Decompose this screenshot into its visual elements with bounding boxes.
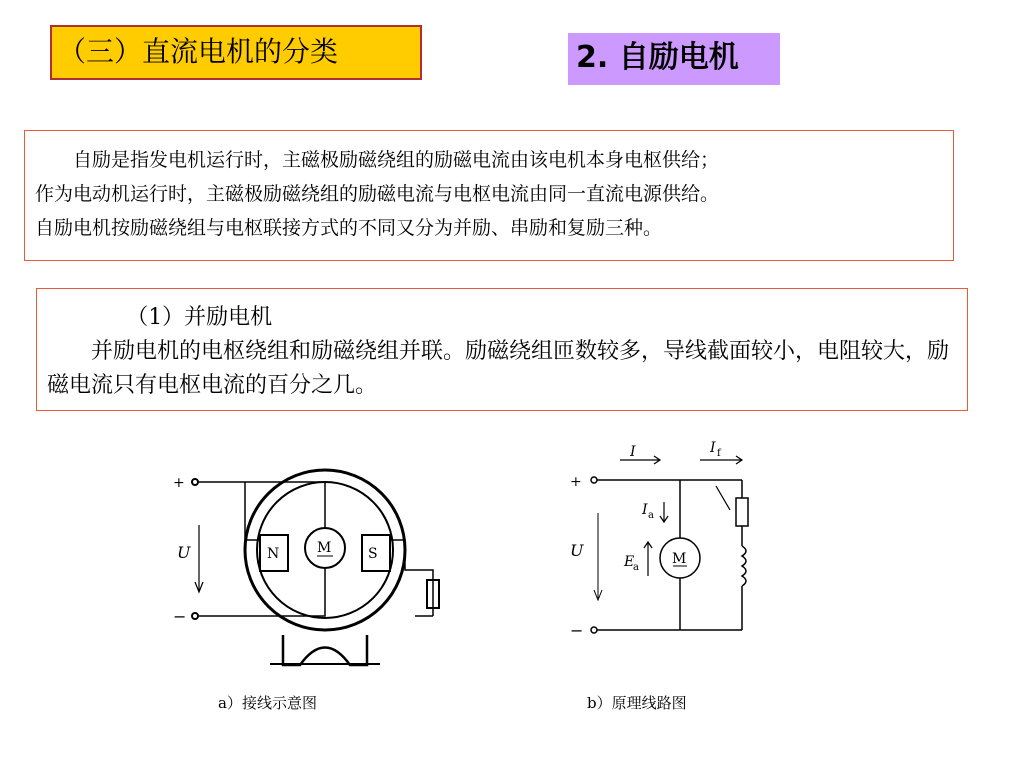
svg-text:f: f (717, 448, 721, 459)
svg-text:I: I (710, 440, 716, 456)
svg-text:S: S (368, 546, 378, 562)
svg-text:+: + (570, 474, 582, 490)
schematic-diagram (560, 438, 760, 648)
plus-label: + (173, 475, 185, 491)
intro-paragraph (24, 130, 954, 261)
svg-text:M: M (317, 540, 332, 556)
svg-text:N: N (267, 546, 280, 562)
intro-line-2: 作为电动机运行时，主磁极励磁绕组的励磁电流与电枢电流由同一直流电源供给。 (35, 183, 720, 205)
svg-text:I: I (630, 444, 636, 460)
voltage-label: U (177, 543, 191, 562)
page-title: （三）直流电机的分类 (58, 35, 339, 68)
subtitle: 2. 自励电机 (576, 40, 739, 75)
shunt-heading: （1）并励电机 (126, 305, 273, 330)
wiring-diagram (165, 440, 465, 680)
svg-text:U: U (570, 541, 584, 560)
field-winding-symbol (742, 546, 746, 586)
minus-label: − (173, 607, 187, 626)
shunt-body: 并励电机的电枢绕组和励磁绕组并联。励磁绕组匝数较多，导线截面较小，电阻较大，励磁电流只有电枢电流的百分之几。 (47, 339, 950, 398)
shunt-paragraph (36, 288, 968, 411)
rheostat-symbol (736, 498, 748, 526)
intro-line-1: 自励是指发电机运行时，主磁极励磁绕组的励磁电流由该电机本身电枢供给； (73, 149, 720, 171)
svg-text:E: E (624, 554, 635, 570)
caption-a: a）接线示意图 (218, 694, 317, 712)
svg-text:−: − (570, 621, 584, 640)
svg-text:M: M (672, 551, 687, 567)
svg-text:a: a (648, 510, 654, 521)
intro-line-3: 自励电机按励磁绕组与电枢联接方式的不同又分为并励、串励和复励三种。 (35, 217, 663, 239)
svg-text:a: a (633, 562, 639, 573)
svg-text:I: I (642, 502, 648, 518)
minus-terminal (192, 613, 198, 619)
caption-b: b）原理线路图 (587, 694, 687, 712)
motor-base (283, 635, 367, 665)
plus-terminal (192, 479, 198, 485)
